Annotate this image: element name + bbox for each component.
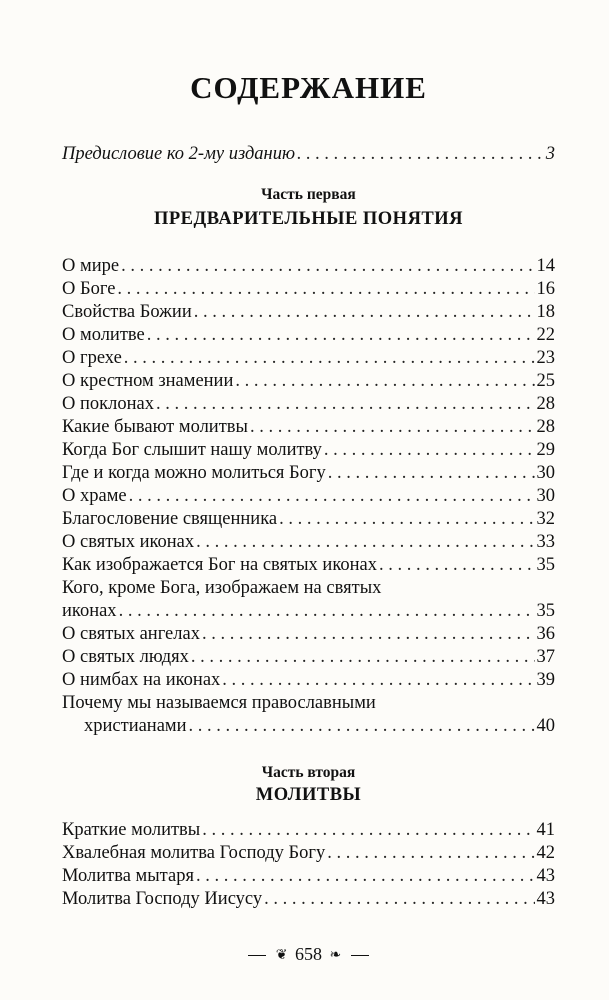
toc-entry[interactable]	[62, 865, 555, 888]
toc-leader-dots	[121, 255, 534, 278]
toc-leader-dots	[202, 819, 534, 842]
toc-entry-text: Свойства Божии	[62, 302, 192, 322]
toc-entry-text: О святых ангелах	[62, 624, 200, 644]
part-two-toc-list	[62, 819, 555, 911]
toc-leader-dots	[202, 623, 535, 646]
footer-dash-left	[248, 955, 266, 956]
toc-entry-text: Когда Бог слышит нашу молитву	[62, 440, 322, 460]
page-footer	[62, 944, 555, 965]
toc-entry-page: 14	[536, 256, 555, 276]
page-title: СОДЕРЖАНИЕ	[190, 70, 427, 105]
toc-entry[interactable]	[62, 278, 555, 301]
toc-entry-page: 36	[536, 624, 555, 644]
toc-entry-text: Предисловие ко 2-му изданию	[62, 144, 296, 164]
toc-entry-text: Молитва мытаря	[62, 866, 194, 886]
toc-leader-dots	[250, 416, 535, 439]
toc-entry[interactable]	[62, 715, 555, 738]
part-two-label: Часть вторая	[261, 764, 356, 781]
toc-leader-dots	[119, 600, 535, 623]
toc-leader-dots	[124, 347, 535, 370]
toc-entry-text: Краткие молитвы	[62, 820, 201, 840]
toc-entry-text: О мире	[62, 256, 120, 276]
toc-entry-page: 29	[536, 440, 555, 460]
ornament-left-icon: ❦	[275, 948, 288, 964]
toc-entry-page: 35	[536, 601, 555, 621]
toc-entry-page: 32	[536, 509, 555, 529]
toc-entry[interactable]	[62, 347, 555, 370]
toc-leader-dots	[297, 143, 544, 166]
toc-entry-text: О храме	[62, 486, 127, 506]
toc-entry-text: О поклонах	[62, 394, 154, 414]
toc-entry-page: 22	[536, 325, 555, 345]
toc-entry-page: 35	[536, 555, 555, 575]
book-page	[62, 0, 555, 1000]
toc-entry-text: Молитва Господу Иисусу	[62, 889, 263, 909]
toc-entry-text: О крестном знамении	[62, 371, 234, 391]
toc-entry[interactable]	[62, 439, 555, 462]
toc-leader-dots	[327, 842, 534, 865]
toc-entry-text: О нимбах на иконах	[62, 670, 221, 690]
toc-leader-dots	[117, 278, 534, 301]
toc-entry-page: 33	[536, 532, 555, 552]
toc-entry[interactable]	[62, 370, 555, 393]
part-one-heading: ПРЕДВАРИТЕЛЬНЫЕ ПОНЯТИЯ	[153, 209, 464, 229]
toc-entry-first-line[interactable]: Почему мы называемся православными	[62, 693, 376, 713]
toc-entry-first-line[interactable]: Кого, кроме Бога, изображаем на святых	[62, 578, 382, 598]
toc-entry-text: Где и когда можно молиться Богу	[62, 463, 326, 483]
toc-entry-page: 42	[536, 843, 555, 863]
toc-entry-page: 3	[545, 144, 555, 164]
toc-entry[interactable]	[62, 646, 555, 669]
toc-entry-page: 25	[536, 371, 555, 391]
toc-entry-page: 28	[536, 417, 555, 437]
toc-entry-text: Благословение священника	[62, 509, 278, 529]
toc-entry[interactable]	[62, 416, 555, 439]
footer-dash-right	[351, 955, 369, 956]
toc-entry[interactable]	[62, 255, 555, 278]
toc-entry-text: Хвалебная молитва Господу Богу	[62, 843, 326, 863]
toc-entry-preface[interactable]	[62, 143, 555, 166]
toc-entry-text: О Боге	[62, 279, 116, 299]
toc-entry[interactable]	[62, 462, 555, 485]
toc-entry-text: Как изображается Бог на святых иконах	[62, 555, 377, 575]
toc-entry-page: 43	[536, 866, 555, 886]
toc-entry-page: 28	[536, 394, 555, 414]
toc-entry-page: 43	[536, 889, 555, 909]
toc-entry-page: 18	[536, 302, 555, 322]
toc-entry-page: 37	[536, 647, 555, 667]
toc-leader-dots	[191, 646, 535, 669]
toc-entry-text: О грехе	[62, 348, 122, 368]
toc-leader-dots	[156, 393, 535, 416]
toc-entry[interactable]	[62, 623, 555, 646]
toc-entry[interactable]	[62, 819, 555, 842]
toc-entry-page: 41	[536, 820, 555, 840]
toc-entry[interactable]	[62, 531, 555, 554]
toc-leader-dots	[279, 508, 534, 531]
ornament-right-icon: ❧	[329, 948, 342, 964]
toc-leader-dots	[379, 554, 535, 577]
toc-entry[interactable]	[62, 842, 555, 865]
toc-entry-page: 30	[536, 486, 555, 506]
toc-leader-dots	[235, 370, 534, 393]
toc-leader-dots	[147, 324, 535, 347]
toc-entry-text: иконах	[62, 601, 117, 621]
toc-leader-dots	[328, 462, 535, 485]
toc-leader-dots	[196, 865, 535, 888]
toc-entry-text: О святых иконах	[62, 532, 195, 552]
toc-entry-page: 30	[536, 463, 555, 483]
toc-entry[interactable]	[62, 485, 555, 508]
toc-leader-dots	[189, 715, 535, 738]
toc-entry[interactable]	[62, 508, 555, 531]
toc-leader-dots	[324, 439, 535, 462]
page-number: 658	[295, 944, 322, 964]
toc-entry-text: О молитве	[62, 325, 145, 345]
toc-leader-dots	[129, 485, 535, 508]
toc-entry-text: христианами	[84, 716, 187, 736]
part-one-label: Часть первая	[261, 186, 356, 203]
toc-leader-dots	[222, 669, 534, 692]
toc-entry-text: Какие бывают молитвы	[62, 417, 248, 437]
toc-leader-dots	[194, 301, 535, 324]
toc-entry[interactable]	[62, 324, 555, 347]
toc-leader-dots	[196, 531, 534, 554]
toc-entry-page: 40	[536, 716, 555, 736]
toc-entry[interactable]	[62, 301, 555, 324]
toc-entry[interactable]	[62, 669, 555, 692]
toc-entry-page: 16	[536, 279, 555, 299]
toc-entry[interactable]	[62, 600, 555, 623]
toc-entry[interactable]	[62, 554, 555, 577]
toc-entry-text: О святых людях	[62, 647, 189, 667]
part-one-toc-list	[62, 255, 555, 738]
toc-entry[interactable]	[62, 888, 555, 911]
toc-entry-page: 39	[536, 670, 555, 690]
part-two-heading: МОЛИТВЫ	[255, 785, 362, 805]
toc-leader-dots	[264, 888, 534, 911]
toc-entry-page: 23	[536, 348, 555, 368]
toc-entry[interactable]	[62, 393, 555, 416]
